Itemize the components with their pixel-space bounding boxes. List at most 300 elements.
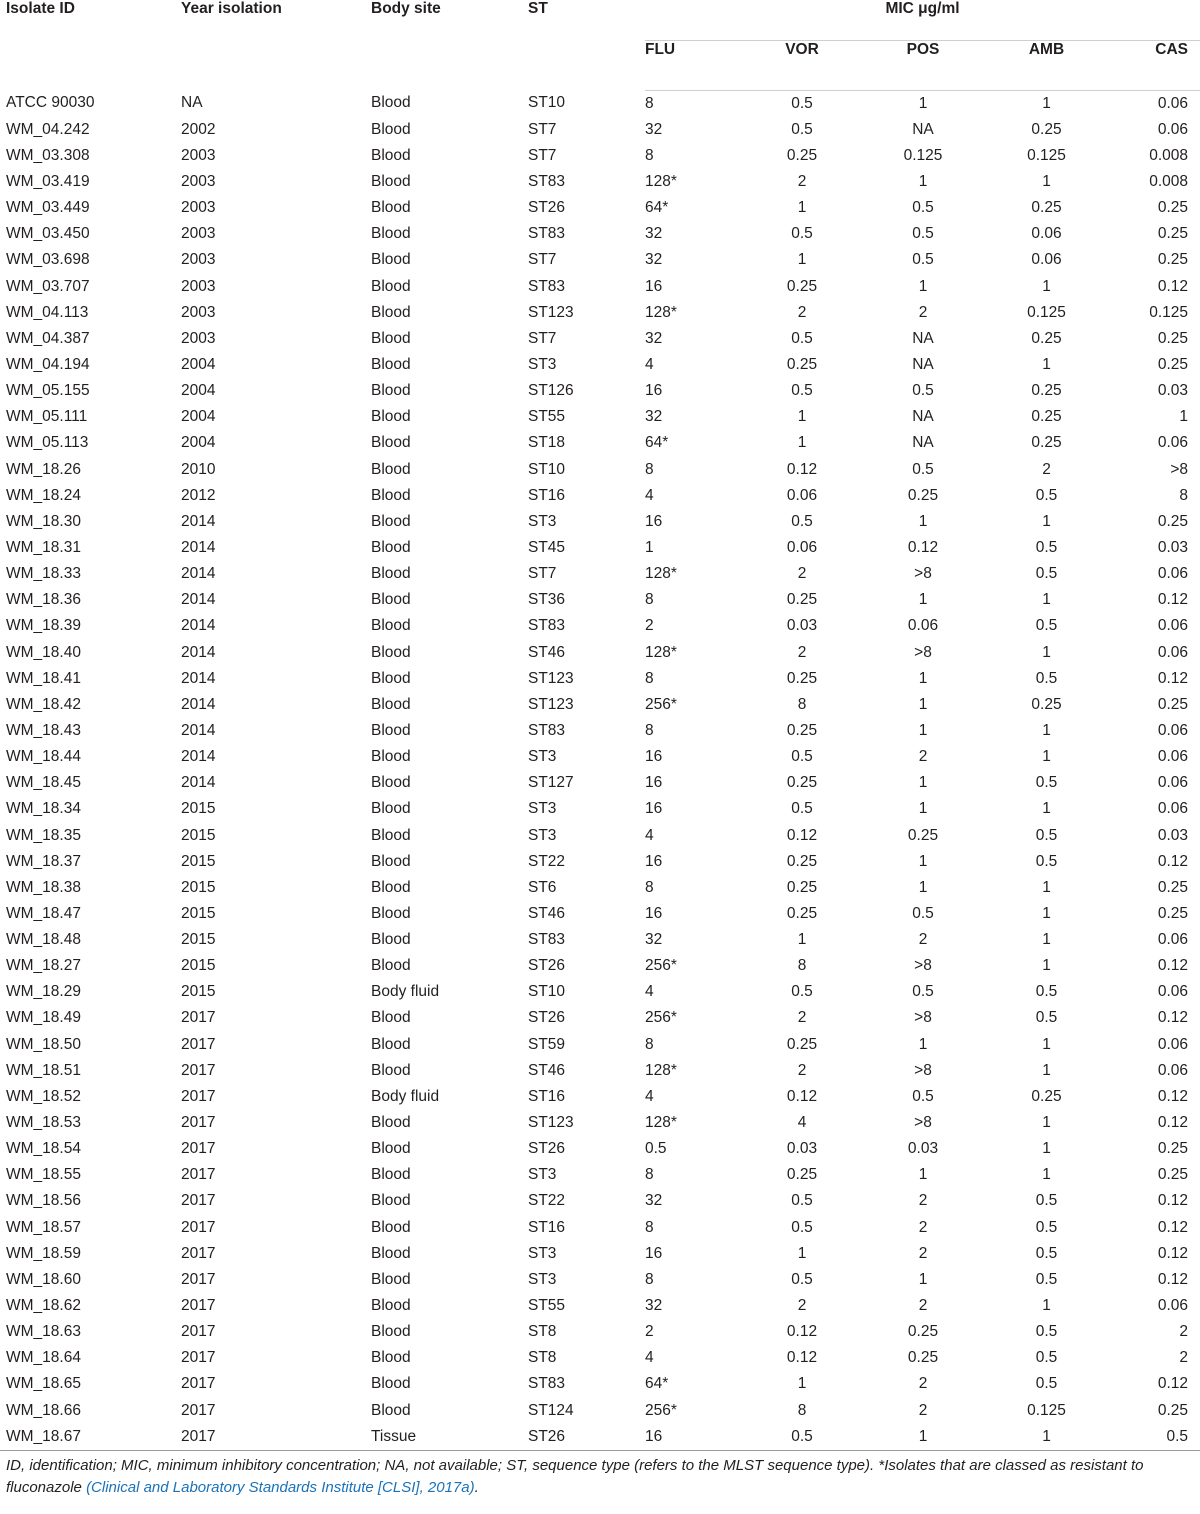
cell-amb: 1 <box>1042 1166 1051 1184</box>
cell-flu: 16 <box>645 1244 663 1262</box>
cell-year: 2015 <box>181 852 216 870</box>
cell-year: 2014 <box>181 565 216 583</box>
cell-flu: 64* <box>645 1375 669 1393</box>
cell-vor: 0.5 <box>791 120 813 138</box>
cell-year: 2003 <box>181 251 216 269</box>
cell-amb: 1 <box>1042 1114 1051 1132</box>
cell-body-site: Blood <box>371 277 411 295</box>
cell-st: ST83 <box>528 277 566 295</box>
cell-cas: 0.25 <box>1157 1166 1189 1184</box>
cell-vor: 1 <box>797 408 807 426</box>
cell-cas: 0.06 <box>1157 565 1189 583</box>
cell-isolate-id: WM_03.707 <box>6 277 90 295</box>
table-row <box>0 587 1200 613</box>
footnote-citation-link[interactable]: (Clinical and Laboratory Standards Institute [CLSI], 2017a) <box>86 1479 475 1496</box>
cell-year: 2014 <box>181 695 216 713</box>
cell-cas: 0.06 <box>1157 931 1189 949</box>
table-row <box>0 901 1200 927</box>
cell-flu: 4 <box>645 1349 654 1367</box>
table-row <box>0 770 1200 796</box>
table-row <box>0 1345 1200 1371</box>
cell-pos: 0.125 <box>903 146 943 164</box>
table-row <box>0 692 1200 718</box>
header-st: ST <box>528 0 548 17</box>
cell-pos: 1 <box>918 774 928 792</box>
cell-year: 2017 <box>181 1424 371 1451</box>
cell-year: 2017 <box>181 1218 216 1236</box>
table-row <box>0 979 1200 1005</box>
cell-body-site: Body fluid <box>371 1087 440 1105</box>
table-row <box>0 1058 1200 1084</box>
cell-pos: 0.5 <box>912 225 934 243</box>
cell-body-site: Blood <box>371 251 411 269</box>
cell-amb: 0.5 <box>1035 983 1058 1001</box>
cell-cas: 0.06 <box>1157 1061 1189 1079</box>
cell-vor: 0.25 <box>786 146 818 164</box>
cell-amb: 1 <box>1042 643 1051 661</box>
cell-isolate-id: WM_18.49 <box>6 1009 81 1027</box>
cell-amb: 1 <box>1042 512 1051 530</box>
cell-year: 2014 <box>181 538 216 556</box>
cell-st: ST83 <box>528 931 566 949</box>
cell-year: 2015 <box>181 878 216 896</box>
cell-st: ST83 <box>528 617 566 635</box>
cell-pos: NA <box>912 408 934 426</box>
cell-flu: 128* <box>645 1061 677 1079</box>
cell-flu: 16 <box>645 774 663 792</box>
cell-amb: 0.06 <box>1031 225 1062 243</box>
cell-pos: >8 <box>914 1114 932 1132</box>
cell-amb: 0.5 <box>1035 538 1058 556</box>
cell-isolate-id: WM_18.59 <box>6 1244 81 1262</box>
cell-amb: 0.125 <box>1027 1401 1066 1419</box>
cell-body-site: Blood <box>371 721 411 739</box>
cell-year: 2017 <box>181 1244 216 1262</box>
cell-isolate-id: WM_18.39 <box>6 617 81 635</box>
cell-year: 2014 <box>181 721 216 739</box>
cell-pos: NA <box>912 120 934 138</box>
header-mic-group: MIC μg/ml <box>645 0 1200 40</box>
table-row <box>0 849 1200 875</box>
table-row <box>0 143 1200 169</box>
cell-cas: >8 <box>1170 460 1189 478</box>
cell-amb: 0.5 <box>1035 565 1058 583</box>
cell-body-site: Blood <box>371 355 411 373</box>
cell-vor: 0.12 <box>786 460 818 478</box>
cell-vor: 0.5 <box>791 512 813 530</box>
cell-flu: 16 <box>645 512 663 530</box>
table-row <box>0 1424 1200 1451</box>
cell-amb: 1 <box>1042 878 1051 896</box>
cell-vor: 4 <box>797 1114 807 1132</box>
cell-amb: 1 <box>1042 355 1051 373</box>
cell-st: ST45 <box>528 538 566 556</box>
cell-pos: 0.5 <box>912 199 934 217</box>
cell-pos: >8 <box>914 1009 932 1027</box>
cell-body-site: Blood <box>371 617 411 635</box>
cell-pos: 1 <box>918 512 928 530</box>
cell-cas: 0.12 <box>1157 1270 1189 1288</box>
cell-st: ST3 <box>528 1166 557 1184</box>
cell-pos: 2 <box>918 1401 928 1419</box>
cell-body-site: Body fluid <box>371 983 440 1001</box>
cell-isolate-id: WM_18.52 <box>6 1087 81 1105</box>
cell-pos: 2 <box>918 748 928 766</box>
cell-st: ST16 <box>528 1087 566 1105</box>
cell-isolate-id: WM_18.51 <box>6 1061 81 1079</box>
cell-body-site: Blood <box>371 1166 411 1184</box>
header-flu: FLU <box>645 40 745 90</box>
cell-pos: NA <box>912 329 934 347</box>
cell-st: ST10 <box>528 460 566 478</box>
cell-amb: 0.25 <box>1031 120 1062 138</box>
cell-flu: 32 <box>645 931 663 949</box>
cell-isolate-id: WM_18.31 <box>6 538 81 556</box>
cell-flu: 256* <box>645 1401 677 1419</box>
cell-isolate-id: WM_18.29 <box>6 983 81 1001</box>
cell-flu: 128* <box>645 303 677 321</box>
cell-amb: 0.5 <box>1035 1270 1058 1288</box>
cell-body-site: Blood <box>371 1375 411 1393</box>
cell-isolate-id: WM_18.43 <box>6 721 81 739</box>
table-row <box>0 1371 1200 1397</box>
cell-year: 2015 <box>181 957 216 975</box>
cell-flu: 4 <box>645 983 654 1001</box>
cell-pos: 1 <box>918 277 928 295</box>
cell-body-site: Blood <box>371 1035 411 1053</box>
table-row <box>0 1319 1200 1345</box>
table-row <box>0 535 1200 561</box>
cell-amb: 0.25 <box>1031 199 1062 217</box>
cell-body-site: Blood <box>371 538 411 556</box>
cell-cas: 0.25 <box>1157 329 1189 347</box>
cell-pos: 1 <box>918 94 928 112</box>
cell-amb: 0.25 <box>1031 1087 1062 1105</box>
cell-pos: 0.12 <box>907 538 939 556</box>
cell-vor: 0.5 <box>791 983 813 1001</box>
table-row <box>0 1188 1200 1214</box>
cell-amb: 1 <box>1042 277 1051 295</box>
cell-amb: 0.5 <box>1035 852 1058 870</box>
cell-cas: 0.008 <box>1149 172 1189 190</box>
cell-cas: 0.06 <box>1157 94 1189 112</box>
cell-amb: 1 <box>1042 904 1051 922</box>
cell-body-site: Blood <box>371 460 411 478</box>
cell-vor: 1 <box>797 1375 807 1393</box>
cell-pos: 0.25 <box>907 826 939 844</box>
cell-body-site: Blood <box>371 1244 411 1262</box>
cell-flu: 4 <box>645 1087 654 1105</box>
cell-cas: 0.06 <box>1157 1297 1189 1315</box>
cell-pos: 1 <box>859 1424 987 1451</box>
cell-isolate-id: WM_18.44 <box>6 748 81 766</box>
cell-isolate-id: WM_18.57 <box>6 1218 81 1236</box>
cell-isolate-id: WM_18.30 <box>6 512 81 530</box>
cell-flu: 8 <box>645 721 654 739</box>
cell-amb: 0.25 <box>1031 329 1062 347</box>
cell-body-site: Blood <box>371 408 411 426</box>
cell-cas: 0.008 <box>1149 146 1189 164</box>
table-row <box>0 430 1200 456</box>
cell-year: 2010 <box>181 460 216 478</box>
cell-st: ST3 <box>528 826 557 844</box>
cell-st: ST124 <box>528 1401 574 1419</box>
cell-vor: 2 <box>797 172 807 190</box>
cell-st: ST123 <box>528 303 574 321</box>
cell-isolate-id: WM_18.38 <box>6 878 81 896</box>
cell-cas: 0.06 <box>1157 617 1189 635</box>
cell-amb: 0.25 <box>1031 434 1062 452</box>
cell-body-site: Blood <box>371 669 411 687</box>
cell-cas: 0.25 <box>1157 878 1189 896</box>
table-row <box>0 117 1200 143</box>
cell-year: 2003 <box>181 146 216 164</box>
cell-st: ST3 <box>528 355 557 373</box>
cell-flu: 16 <box>645 904 663 922</box>
cell-cas: 0.06 <box>1157 748 1189 766</box>
header-cas: CAS <box>1106 40 1200 90</box>
cell-body-site: Blood <box>371 94 411 112</box>
cell-pos: 1 <box>918 669 928 687</box>
cell-st: ST123 <box>528 669 574 687</box>
cell-pos: 0.5 <box>912 251 934 269</box>
table-footnote <box>6 1455 1196 1499</box>
cell-vor: 0.12 <box>786 1349 818 1367</box>
cell-st: ST55 <box>528 408 566 426</box>
cell-amb: 1 <box>1042 957 1051 975</box>
cell-isolate-id: WM_18.34 <box>6 800 81 818</box>
cell-year: 2015 <box>181 800 216 818</box>
cell-pos: 0.5 <box>912 904 934 922</box>
cell-flu: 64* <box>645 199 669 217</box>
cell-amb: 1 <box>1042 748 1051 766</box>
cell-pos: 2 <box>918 931 928 949</box>
cell-st: ST10 <box>528 983 566 1001</box>
cell-amb: 0.5 <box>1035 774 1058 792</box>
cell-year: 2004 <box>181 355 216 373</box>
cell-st: ST26 <box>528 957 566 975</box>
cell-isolate-id: WM_18.60 <box>6 1270 81 1288</box>
cell-body-site: Blood <box>371 565 411 583</box>
cell-body-site: Blood <box>371 878 411 896</box>
table-row <box>0 300 1200 326</box>
cell-vor: 0.5 <box>791 800 813 818</box>
cell-vor: 0.03 <box>786 617 818 635</box>
cell-year: 2017 <box>181 1035 216 1053</box>
table-row <box>0 744 1200 770</box>
cell-st: ST127 <box>528 774 574 792</box>
cell-cas: 0.12 <box>1157 1218 1189 1236</box>
cell-isolate-id: WM_05.113 <box>6 434 89 452</box>
cell-vor: 0.25 <box>786 669 818 687</box>
table-row <box>0 1162 1200 1188</box>
table-row <box>0 666 1200 692</box>
cell-amb: 1 <box>1042 721 1051 739</box>
cell-pos: 2 <box>918 303 928 321</box>
cell-st: ST55 <box>528 1297 566 1315</box>
cell-vor: 2 <box>797 1061 807 1079</box>
cell-pos: 1 <box>918 1035 928 1053</box>
cell-body-site: Blood <box>371 826 411 844</box>
cell-year: 2015 <box>181 826 216 844</box>
cell-isolate-id: WM_18.66 <box>6 1401 81 1419</box>
cell-st: ST16 <box>528 1218 566 1236</box>
cell-year: 2017 <box>181 1166 216 1184</box>
cell-year: 2003 <box>181 199 216 217</box>
cell-amb: 0.5 <box>1035 486 1058 504</box>
table-row <box>0 1110 1200 1136</box>
cell-flu: 128* <box>645 1114 677 1132</box>
cell-vor: 1 <box>797 931 807 949</box>
cell-isolate-id: WM_04.387 <box>6 329 90 347</box>
cell-isolate-id: WM_03.450 <box>6 225 90 243</box>
cell-body-site: Blood <box>371 904 411 922</box>
cell-vor: 0.5 <box>791 1218 813 1236</box>
table-row <box>0 927 1200 953</box>
table-row <box>0 1398 1200 1424</box>
cell-pos: 1 <box>918 878 928 896</box>
cell-year: 2014 <box>181 591 216 609</box>
cell-pos: 0.5 <box>912 983 934 1001</box>
cell-vor: 0.5 <box>791 1270 813 1288</box>
cell-cas: 0.06 <box>1157 120 1189 138</box>
cell-body-site: Blood <box>371 225 411 243</box>
table-header <box>0 0 1200 90</box>
cell-vor: 8 <box>797 1401 807 1419</box>
cell-cas: 0.125 <box>1149 303 1189 321</box>
cell-body-site: Blood <box>371 1061 411 1079</box>
cell-year: 2017 <box>181 1140 216 1158</box>
cell-vor: 1 <box>797 434 807 452</box>
cell-year: 2017 <box>181 1323 216 1341</box>
cell-flu: 16 <box>645 852 663 870</box>
cell-flu: 128* <box>645 172 677 190</box>
cell-cas: 1 <box>1179 408 1189 426</box>
cell-body-site: Tissue <box>371 1424 528 1451</box>
cell-st: ST83 <box>528 1375 566 1393</box>
cell-vor: 0.5 <box>791 225 813 243</box>
cell-flu: 16 <box>645 277 663 295</box>
cell-amb: 0.5 <box>1035 1375 1058 1393</box>
cell-vor: 0.25 <box>786 721 818 739</box>
cell-pos: 0.5 <box>912 1087 934 1105</box>
cell-pos: 0.03 <box>907 1140 939 1158</box>
cell-isolate-id: WM_03.449 <box>6 199 90 217</box>
cell-year: NA <box>181 94 203 112</box>
cell-isolate-id: WM_04.194 <box>6 355 90 373</box>
table-row <box>0 1215 1200 1241</box>
cell-pos: 2 <box>918 1192 928 1210</box>
cell-year: 2003 <box>181 172 216 190</box>
table-row <box>0 639 1200 665</box>
cell-body-site: Blood <box>371 931 411 949</box>
cell-body-site: Blood <box>371 146 411 164</box>
cell-year: 2003 <box>181 277 216 295</box>
cell-cas: 0.03 <box>1157 382 1189 400</box>
cell-cas: 0.06 <box>1157 434 1189 452</box>
table-row <box>0 822 1200 848</box>
cell-vor: 0.03 <box>786 1140 818 1158</box>
cell-st: ST8 <box>528 1349 557 1367</box>
cell-body-site: Blood <box>371 434 411 452</box>
cell-cas: 0.5 <box>1106 1424 1200 1451</box>
cell-vor: 1 <box>797 199 807 217</box>
cell-vor: 2 <box>797 1297 807 1315</box>
cell-isolate-id: WM_18.45 <box>6 774 81 792</box>
cell-amb: 0.5 <box>1035 1192 1058 1210</box>
cell-vor: 0.25 <box>786 591 818 609</box>
cell-year: 2014 <box>181 643 216 661</box>
cell-cas: 0.12 <box>1157 277 1189 295</box>
cell-year: 2014 <box>181 748 216 766</box>
cell-amb: 0.5 <box>1035 617 1058 635</box>
cell-body-site: Blood <box>371 1140 411 1158</box>
cell-st: ST7 <box>528 251 557 269</box>
table-body <box>0 90 1200 1450</box>
cell-st: ST46 <box>528 1061 566 1079</box>
cell-body-site: Blood <box>371 852 411 870</box>
cell-isolate-id: WM_18.62 <box>6 1297 81 1315</box>
cell-cas: 8 <box>1179 486 1189 504</box>
cell-flu: 8 <box>645 94 654 112</box>
cell-year: 2012 <box>181 486 216 504</box>
cell-vor: 2 <box>797 565 807 583</box>
cell-isolate-id: WM_04.113 <box>6 303 89 321</box>
cell-year: 2014 <box>181 774 216 792</box>
cell-pos: 0.5 <box>912 460 934 478</box>
cell-body-site: Blood <box>371 486 411 504</box>
table-row <box>0 352 1200 378</box>
cell-amb: 1 <box>1042 172 1051 190</box>
cell-amb: 1 <box>1042 94 1051 112</box>
cell-pos: 1 <box>918 695 928 713</box>
cell-vor: 2 <box>797 303 807 321</box>
cell-flu: 16 <box>645 1424 745 1451</box>
cell-pos: 2 <box>918 1297 928 1315</box>
cell-isolate-id: WM_18.40 <box>6 643 81 661</box>
cell-flu: 0.5 <box>645 1140 667 1158</box>
cell-flu: 32 <box>645 120 663 138</box>
cell-amb: 0.125 <box>1027 303 1066 321</box>
cell-vor: 8 <box>797 695 807 713</box>
cell-year: 2014 <box>181 669 216 687</box>
cell-pos: 1 <box>918 591 928 609</box>
table-row <box>0 718 1200 744</box>
cell-cas: 0.25 <box>1157 355 1189 373</box>
cell-st: ST36 <box>528 591 566 609</box>
cell-vor: 0.25 <box>786 774 818 792</box>
cell-flu: 256* <box>645 1009 677 1027</box>
cell-vor: 0.25 <box>786 852 818 870</box>
cell-isolate-id: WM_18.35 <box>6 826 81 844</box>
cell-st: ST46 <box>528 643 566 661</box>
cell-amb: 1 <box>1042 931 1051 949</box>
cell-year: 2014 <box>181 617 216 635</box>
cell-st: ST7 <box>528 565 557 583</box>
cell-pos: 2 <box>918 1218 928 1236</box>
cell-pos: 0.25 <box>907 1349 939 1367</box>
cell-year: 2002 <box>181 120 216 138</box>
cell-amb: 0.5 <box>1035 1218 1058 1236</box>
cell-cas: 0.06 <box>1157 774 1189 792</box>
cell-year: 2017 <box>181 1401 216 1419</box>
cell-vor: 0.12 <box>786 826 818 844</box>
cell-vor: 0.5 <box>791 94 813 112</box>
cell-cas: 0.25 <box>1157 904 1189 922</box>
cell-isolate-id: WM_18.54 <box>6 1140 81 1158</box>
cell-vor: 0.25 <box>786 277 818 295</box>
cell-body-site: Blood <box>371 748 411 766</box>
